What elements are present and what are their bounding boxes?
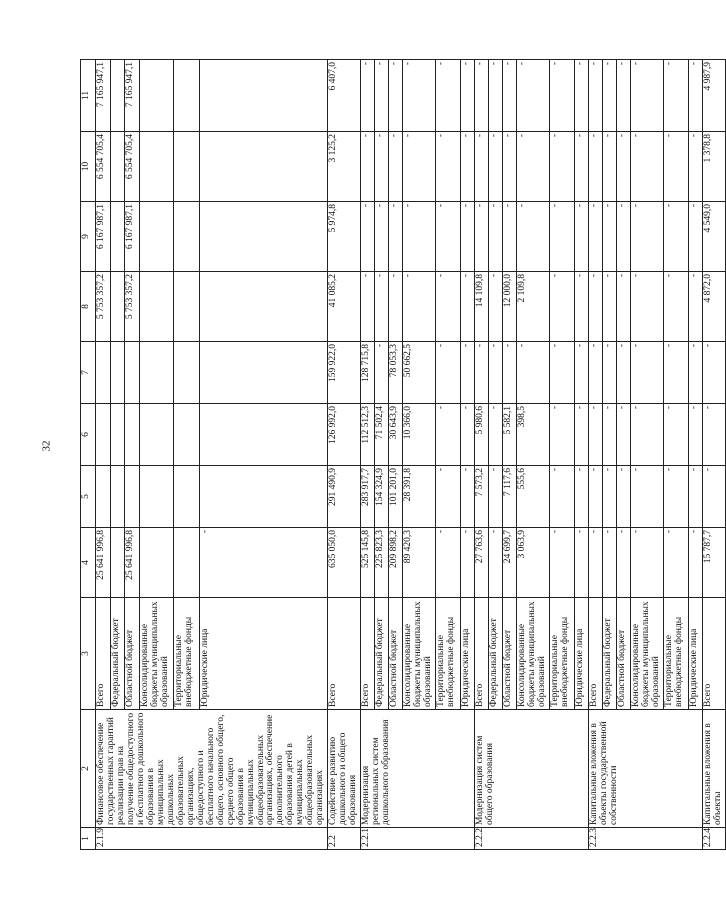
amount-cell: - [375,202,389,272]
amount-cell: - [663,342,688,404]
column-number-2: 2 [81,710,96,828]
funding-source-label: Всего [589,598,603,710]
item-code: 2.2.3 [589,828,703,850]
amount-cell: 5 753 357,2 [96,272,111,342]
amount-cell [139,60,173,132]
funding-source-label: Всего [96,598,111,710]
funding-source-label: Областной бюджет [389,598,403,710]
amount-cell: - [550,202,575,272]
amount-cell [110,60,125,132]
amount-cell: - [389,60,403,132]
amount-cell [139,202,173,272]
amount-cell: 128 715,8 [361,342,375,404]
amount-cell [174,342,200,404]
amount-cell: 41 085,2 [328,272,361,342]
column-number-3: 3 [81,598,96,710]
amount-cell: - [375,342,389,404]
amount-cell: 5 974,8 [328,202,361,272]
amount-cell [125,404,140,466]
page-number: 32 [40,440,53,452]
amount-cell: 24 699,7 [503,528,517,598]
amount-cell: - [517,342,550,404]
amount-cell: 4 987,9 [702,60,725,132]
amount-cell [110,132,125,202]
amount-cell: - [589,132,603,202]
amount-cell: - [550,60,575,132]
amount-cell: 225 823,3 [375,528,389,598]
amount-cell: - [688,404,702,466]
item-name: Модернизация региональных систем дошкольного образования [361,710,475,828]
amount-cell: 14 109,8 [475,272,489,342]
funding-source-label: Всего [328,598,361,710]
amount-cell: - [603,404,617,466]
amount-cell: - [461,466,475,528]
amount-cell: - [575,132,589,202]
amount-cell: 7 165 947,1 [96,60,111,132]
amount-cell: 5 980,6 [475,404,489,466]
amount-cell: - [475,342,489,404]
amount-cell: 291 490,9 [328,466,361,528]
amount-cell: - [688,272,702,342]
amount-cell: 7 165 947,1 [125,60,140,132]
amount-cell: - [200,528,328,598]
column-number-8: 8 [81,272,96,342]
funding-source-label: Федеральный бюджет [110,598,125,710]
amount-cell: - [575,272,589,342]
budget-table-rotated [80,60,723,850]
amount-cell: 30 643,9 [389,404,403,466]
amount-cell: - [575,60,589,132]
amount-cell [139,404,173,466]
amount-cell: - [575,466,589,528]
amount-cell [174,528,200,598]
amount-cell: - [489,528,503,598]
amount-cell: 71 502,4 [375,404,389,466]
amount-cell: - [603,528,617,598]
amount-cell: - [631,60,664,132]
funding-source-label: Областной бюджет [617,598,631,710]
amount-cell [139,132,173,202]
amount-cell: - [631,466,664,528]
amount-cell: 3 125,2 [328,132,361,202]
amount-cell: - [403,132,436,202]
item-code: 2.2.1 [361,828,475,850]
amount-cell: - [436,60,461,132]
amount-cell: 27 763,6 [475,528,489,598]
amount-cell: - [603,202,617,272]
column-number-7: 7 [81,342,96,404]
funding-source-label: Всего [361,598,375,710]
amount-cell: - [375,60,389,132]
amount-cell [96,466,111,528]
funding-source-label: Федеральный бюджет [603,598,617,710]
item-name: Модернизация систем общего образования [475,710,589,828]
amount-cell: - [631,342,664,404]
amount-cell: - [361,202,375,272]
amount-cell: - [361,272,375,342]
funding-source-label: Областной бюджет [503,598,517,710]
amount-cell: - [589,342,603,404]
amount-cell: - [702,404,725,466]
table-row [589,60,603,850]
amount-cell: - [617,60,631,132]
amount-cell: 101 201,0 [389,466,403,528]
amount-cell: - [688,528,702,598]
amount-cell: - [575,202,589,272]
amount-cell: - [617,528,631,598]
funding-source-label: Территориальные внебюджетные фонды [663,598,688,710]
amount-cell: - [688,132,702,202]
amount-cell: - [550,528,575,598]
amount-cell: - [550,132,575,202]
table-row [361,60,375,850]
amount-cell [139,466,173,528]
amount-cell: 3 063,9 [517,528,550,598]
amount-cell: 555,6 [517,466,550,528]
amount-cell: - [663,466,688,528]
column-number-4: 4 [81,528,96,598]
amount-cell: - [589,466,603,528]
amount-cell: 7 117,6 [503,466,517,528]
amount-cell: 10 366,0 [403,404,436,466]
amount-cell: - [617,342,631,404]
funding-source-label: Юридические лица [200,598,328,710]
amount-cell: - [617,272,631,342]
funding-source-label: Областной бюджет [125,598,140,710]
amount-cell: - [403,202,436,272]
amount-cell: - [436,272,461,342]
amount-cell [200,60,328,132]
amount-cell [174,60,200,132]
amount-cell: - [617,404,631,466]
amount-cell: - [603,132,617,202]
amount-cell: - [550,466,575,528]
amount-cell: - [631,202,664,272]
amount-cell: 6 167 987,1 [96,202,111,272]
amount-cell: - [550,404,575,466]
amount-cell: - [603,60,617,132]
amount-cell: 12 000,0 [503,272,517,342]
amount-cell: - [461,342,475,404]
funding-source-label: Юридические лица [575,598,589,710]
amount-cell [200,342,328,404]
amount-cell: - [389,272,403,342]
amount-cell: - [389,202,403,272]
amount-cell: - [503,132,517,202]
amount-cell: - [589,202,603,272]
amount-cell [110,466,125,528]
amount-cell: - [663,132,688,202]
amount-cell: - [436,404,461,466]
amount-cell: - [589,272,603,342]
amount-cell [139,342,173,404]
amount-cell: 154 324,9 [375,466,389,528]
amount-cell: - [617,466,631,528]
funding-source-label: Консолидированные бюджеты муниципальных образований [631,598,664,710]
column-number-1: 1 [81,828,96,850]
item-name: Капитальные вложения в объекты [702,710,725,828]
amount-cell: - [603,342,617,404]
amount-cell: - [461,528,475,598]
amount-cell: - [589,60,603,132]
column-number-11: 11 [81,60,96,132]
amount-cell: 159 922,0 [328,342,361,404]
amount-cell: 50 662,5 [403,342,436,404]
amount-cell: - [436,132,461,202]
table-row [328,60,361,850]
amount-cell: - [475,60,489,132]
funding-source-label: Всего [475,598,489,710]
amount-cell [125,342,140,404]
amount-cell: - [617,202,631,272]
amount-cell [96,342,111,404]
funding-source-label: Консолидированные бюджеты муниципальных образований [403,598,436,710]
amount-cell: - [702,466,725,528]
amount-cell: - [663,528,688,598]
amount-cell [174,272,200,342]
amount-cell: - [403,272,436,342]
amount-cell: 25 641 996,8 [96,528,111,598]
amount-cell: - [517,132,550,202]
table-row [702,60,725,850]
amount-cell: - [631,528,664,598]
amount-cell: 7 573,2 [475,466,489,528]
column-number-10: 10 [81,132,96,202]
amount-cell: 6 167 987,1 [125,202,140,272]
amount-cell [174,132,200,202]
amount-cell: - [503,60,517,132]
amount-cell: - [461,60,475,132]
amount-cell [174,466,200,528]
amount-cell [110,202,125,272]
amount-cell: 2 109,8 [517,272,550,342]
amount-cell: - [375,132,389,202]
column-number-6: 6 [81,404,96,466]
amount-cell: 635 050,0 [328,528,361,598]
amount-cell: - [575,404,589,466]
amount-cell: - [503,202,517,272]
amount-cell: - [389,132,403,202]
item-code: 2.2.2 [475,828,589,850]
funding-source-label: Федеральный бюджет [375,598,389,710]
funding-source-label: Территориальные внебюджетные фонды [436,598,461,710]
amount-cell: - [436,466,461,528]
amount-cell: 398,5 [517,404,550,466]
amount-cell: - [503,342,517,404]
amount-cell [110,272,125,342]
funding-source-label: Территориальные внебюджетные фонды [550,598,575,710]
amount-cell [110,342,125,404]
funding-source-label: Территориальные внебюджетные фонды [174,598,200,710]
amount-cell: - [461,202,475,272]
amount-cell: - [517,202,550,272]
amount-cell: 1 378,8 [702,132,725,202]
item-code: 2.2 [328,828,361,850]
amount-cell: - [603,272,617,342]
amount-cell: 126 992,0 [328,404,361,466]
amount-cell: 15 787,7 [702,528,725,598]
funding-source-label: Всего [702,598,725,710]
amount-cell: 6 554 705,4 [125,132,140,202]
funding-source-label: Консолидированные бюджеты муниципальных образований [517,598,550,710]
amount-cell: - [489,60,503,132]
amount-cell: - [631,272,664,342]
amount-cell: - [403,60,436,132]
amount-cell: - [375,272,389,342]
item-name: Финансовое обеспечение государственных гарантий реализации прав на получение общедоступного и бесплатного дошкольного образования в муниципальных дошкольных образовательных организациях, общедоступного и бесплатного начального общего, основного общего, среднего общего образования в муниципальных общеобразовательных организациях, обеспечение дополнительного образования детей в муниципальных общеобразовательных организациях [96,710,328,828]
amount-cell: 5 582,1 [503,404,517,466]
amount-cell: - [575,342,589,404]
amount-cell [200,132,328,202]
amount-cell: 6 407,0 [328,60,361,132]
amount-cell: 25 641 996,8 [125,528,140,598]
amount-cell: - [489,132,503,202]
item-name: Капитальные вложения в объекты государственной собственности [589,710,703,828]
amount-cell: - [436,528,461,598]
amount-cell: - [663,202,688,272]
amount-cell: - [489,404,503,466]
amount-cell: - [663,272,688,342]
amount-cell: - [489,272,503,342]
amount-cell [174,404,200,466]
amount-cell: - [461,132,475,202]
funding-source-label: Юридические лица [461,598,475,710]
table-body [96,60,726,850]
amount-cell: - [550,342,575,404]
amount-cell: - [575,528,589,598]
amount-cell: - [688,342,702,404]
column-number-9: 9 [81,202,96,272]
amount-cell: - [475,132,489,202]
amount-cell [125,466,140,528]
amount-cell: - [631,404,664,466]
amount-cell [110,528,125,598]
amount-cell: 28 391,8 [403,466,436,528]
amount-cell: - [489,342,503,404]
amount-cell: - [589,528,603,598]
amount-cell: - [436,202,461,272]
amount-cell [200,466,328,528]
amount-cell: - [589,404,603,466]
amount-cell: 89 420,3 [403,528,436,598]
amount-cell [96,404,111,466]
item-name: Содействие развитию дошкольного и общего образования [328,710,361,828]
amount-cell [139,528,173,598]
funding-source-label: Федеральный бюджет [489,598,503,710]
column-number-row [81,60,96,850]
amount-cell: 209 898,2 [389,528,403,598]
amount-cell [200,404,328,466]
amount-cell: 5 753 357,2 [125,272,140,342]
amount-cell: - [475,202,489,272]
amount-cell [110,404,125,466]
amount-cell: - [688,466,702,528]
amount-cell: - [461,272,475,342]
amount-cell: - [489,202,503,272]
amount-cell: 6 554 705,4 [96,132,111,202]
amount-cell: 525 145,8 [361,528,375,598]
amount-cell: - [688,202,702,272]
amount-cell: - [436,342,461,404]
amount-cell: - [702,342,725,404]
amount-cell: 112 512,3 [361,404,375,466]
amount-cell: 4 872,0 [702,272,725,342]
amount-cell: - [517,60,550,132]
item-code: 2.1.9 [96,828,328,850]
item-code: 2.2.4 [702,828,725,850]
amount-cell [200,202,328,272]
amount-cell [200,272,328,342]
amount-cell [174,202,200,272]
amount-cell: - [688,60,702,132]
amount-cell: - [361,60,375,132]
column-number-5: 5 [81,466,96,528]
amount-cell: - [663,60,688,132]
amount-cell: 4 549,0 [702,202,725,272]
amount-cell: - [489,466,503,528]
table-row [96,60,111,850]
amount-cell: - [461,404,475,466]
amount-cell: 283 917,7 [361,466,375,528]
amount-cell: - [631,132,664,202]
amount-cell: 78 053,3 [389,342,403,404]
amount-cell: - [663,404,688,466]
amount-cell: - [361,132,375,202]
table-row [475,60,489,850]
amount-cell: - [617,132,631,202]
funding-source-label: Юридические лица [688,598,702,710]
budget-table [80,59,726,850]
amount-cell: - [550,272,575,342]
amount-cell: - [603,466,617,528]
funding-source-label: Консолидированные бюджеты муниципальных образований [139,598,173,710]
amount-cell [139,272,173,342]
